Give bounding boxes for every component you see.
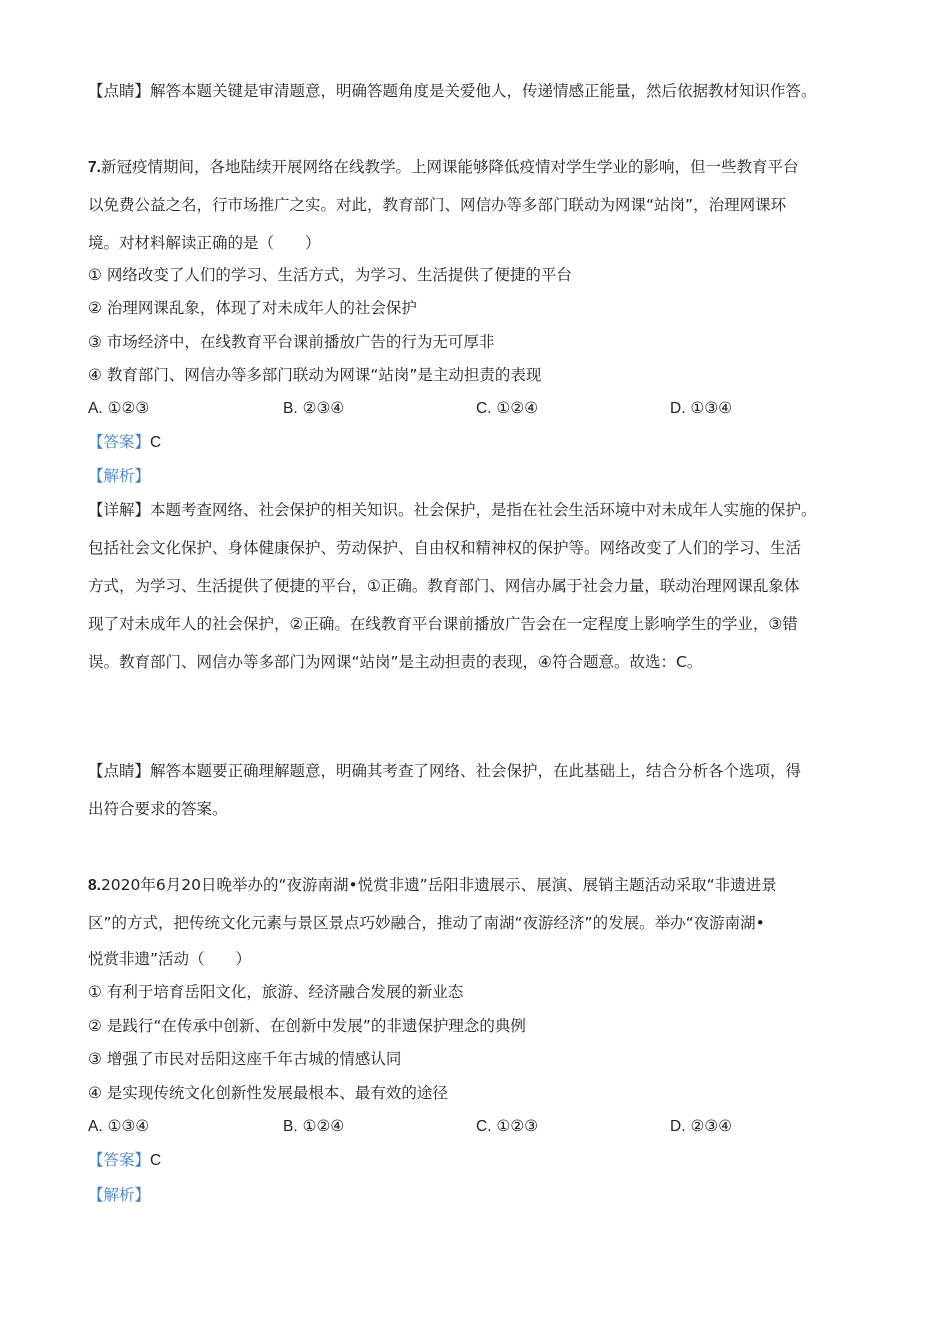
q7-statement-1: ① 网络改变了人们的学习、生活方式，为学习、生活提供了便捷的平台 <box>88 266 572 284</box>
q7-stem-line-2: 以免费公益之名，行市场推广之实。对此，教育部门、网信办等多部门联动为网课“站岗”，治理网课环 <box>88 196 787 214</box>
q7-stem-line-3: 境。对材料解读正确的是（ ） <box>88 234 321 252</box>
q7-stem-line-1: 7.新冠疫情期间，各地陆续开展网络在线教学。上网课能够降低疫情对学生学业的影响，但一些教育平台 <box>88 158 799 176</box>
q8-statement-3: ③ 增强了市民对岳阳这座千年古城的情感认同 <box>88 1050 402 1068</box>
q8-option-c[interactable]: C. ①②③ <box>476 1117 539 1135</box>
q7-statement-3: ③ 市场经济中，在线教育平台课前播放广告的行为无可厚非 <box>88 333 495 351</box>
q8-statement-2: ② 是践行“在传承中创新、在创新中发展”的非遗保护理念的典例 <box>88 1017 526 1035</box>
q7-detail-line-1: 【详解】本题考查网络、社会保护的相关知识。社会保护，是指在社会生活环境中对未成年人实施的保护。 <box>88 501 817 519</box>
q7-option-a[interactable]: A. ①②③ <box>88 399 150 417</box>
q7-answer <box>88 432 161 453</box>
q7-note-line-1: 【点睛】解答本题要正确理解题意，明确其考查了网络、社会保护，在此基础上，结合分析各个选项，得 <box>88 762 802 780</box>
q8-statement-1: ① 有利于培育岳阳文化，旅游、经济融合发展的新业态 <box>88 983 464 1001</box>
q8-stem-line-1: 8.2020年6月20日晚举办的“夜游南湖•悦赏非遗”岳阳非遗展示、展演、展销主题活动采取“非遗进景 <box>88 876 777 894</box>
q8-answer-value: C <box>150 1152 162 1169</box>
q8-number: 8. <box>88 877 101 894</box>
q7-detail-line-2: 包括社会文化保护、身体健康保护、劳动保护、自由权和精神权的保护等。网络改变了人们的学习、生活 <box>88 539 802 557</box>
q7-statement-4: ④ 教育部门、网信办等多部门联动为网课“站岗”是主动担责的表现 <box>88 366 542 384</box>
q7-number: 7. <box>88 159 101 176</box>
q7-answer-label: 【答案】 <box>88 433 151 451</box>
q7-option-c[interactable]: C. ①②④ <box>476 399 539 417</box>
q7-note-line-2: 出符合要求的答案。 <box>88 800 228 818</box>
q7-detail-line-5: 误。教育部门、网信办等多部门为网课“站岗”是主动担责的表现，④符合题意。故选：C。 <box>88 653 703 671</box>
q8-stem-line-2: 区”的方式，把传统文化元素与景区景点巧妙融合，推动了南湖“夜游经济”的发展。举办“夜游南湖• <box>88 914 765 932</box>
q7-detail-line-4: 现了对未成年人的社会保护，②正确。在线教育平台课前播放广告会在一定程度上影响学生的学业，③错 <box>88 615 798 633</box>
q8-stem-line-3: 悦赏非遗”活动（ ） <box>88 950 252 968</box>
q8-statement-4: ④ 是实现传统文化创新性发展最根本、最有效的途径 <box>88 1084 448 1102</box>
q8-answer-label: 【答案】 <box>88 1151 151 1169</box>
q8-analysis-label: 【解析】 <box>88 1186 151 1204</box>
q7-option-d[interactable]: D. ①③④ <box>670 399 733 417</box>
q7-answer-value: C <box>150 434 162 451</box>
q8-option-a[interactable]: A. ①③④ <box>88 1117 150 1135</box>
q8-option-b[interactable]: B. ①②④ <box>283 1117 345 1135</box>
q7-option-b[interactable]: B. ②③④ <box>283 399 345 417</box>
intro-note: 【点睛】解答本题关键是审清题意，明确答题角度是关爱他人，传递情感正能量，然后依据教材知识作答。 <box>88 82 817 100</box>
q8-answer <box>88 1150 161 1171</box>
q7-statement-2: ② 治理网课乱象，体现了对未成年人的社会保护 <box>88 299 417 317</box>
q7-analysis-label: 【解析】 <box>88 467 151 485</box>
q8-option-d[interactable]: D. ②③④ <box>670 1117 733 1135</box>
q7-detail-line-3: 方式，为学习、生活提供了便捷的平台，①正确。教育部门、网信办属于社会力量，联动治理网课乱象体 <box>88 577 800 595</box>
